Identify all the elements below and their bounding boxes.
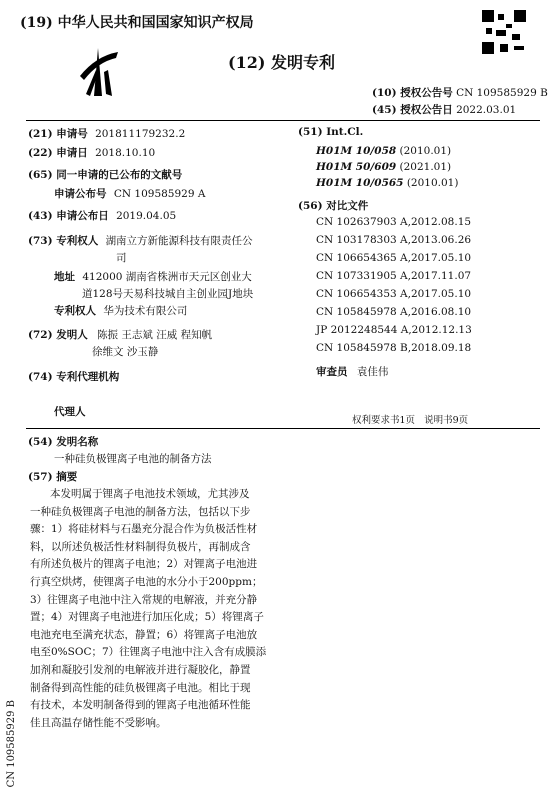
ref-item: CN 106654365 A,2017.05.10 (316, 252, 472, 264)
address-label: 地址 (54, 271, 75, 283)
header-divider (26, 120, 540, 121)
abstract-line: 置；4）对锂离子电池进行加压化成；5）将锂离子 (30, 611, 264, 624)
owner-name-cont: 司 (116, 252, 127, 264)
intcl-version: (2010.01) (406, 177, 459, 189)
side-patent-number: CN 109585929 B (6, 700, 17, 788)
title-label: (54) 发明名称 (28, 436, 99, 448)
abstract-line: 行真空烘烤，使锂离子电池的水分小于200ppm； (30, 575, 263, 588)
abstract-line: 一种硅负极锂离子电池的制备方法，包括以下步 (30, 505, 251, 518)
address: 412000 湖南省株洲市天元区创业大 (82, 271, 252, 283)
ref-item: CN 106654353 A,2017.05.10 (316, 288, 472, 300)
qr-code (482, 10, 526, 54)
ref-item: CN 105845978 B,2018.09.18 (316, 342, 472, 354)
intcl-code: H01M 10/0565 (316, 177, 404, 189)
app-no-label: (21) 申请号 (28, 128, 88, 140)
app-no: 201811179232.2 (95, 128, 186, 140)
inventors-cont: 徐维文 沙玉静 (92, 346, 159, 358)
abstract-line: 电至0%SOC；7）往锂离子电池中注入含有成膜添 (30, 646, 267, 659)
prior-pub-label: 申请公布号 (54, 188, 107, 200)
address-cont: 道128号天易科技城自主创业园J地块 (82, 288, 254, 300)
owner2-name: 华为技术有限公司 (103, 305, 188, 317)
abstract-label: (57) 摘要 (28, 471, 78, 483)
agent-label: 代理人 (54, 406, 86, 418)
grant-no-label: (10) 授权公告号 (372, 87, 453, 99)
inventor-label: (72) 发明人 (28, 329, 88, 341)
abstract-line: 有技术，本发明制备得到的锂离子电池循环性能 (30, 699, 251, 712)
abstract-line: 骤：1）将硅材料与石墨充分混合作为负极活性材 (30, 523, 258, 536)
agency-name: (19) 中华人民共和国国家知识产权局 (20, 15, 254, 31)
intcl-code: H01M 50/609 (316, 161, 397, 173)
ref-item: CN 102637903 A,2012.08.15 (316, 216, 472, 228)
app-date: 2018.10.10 (95, 147, 156, 159)
prior-pub-heading: (65) 同一申请的已公布的文献号 (28, 169, 183, 181)
abstract-line: 料，以所述负极活性材料制得负极片，再制成含 (30, 540, 251, 553)
examiner-label: 审查员 (316, 366, 348, 378)
intcl-code: H01M 10/058 (316, 145, 397, 157)
abstract-line: 电池充电至满充状态，静置；6）将锂离子电池放 (30, 628, 258, 641)
examiner: 袁佳伟 (356, 366, 389, 378)
abstract-line: 加剂和凝胶引发剂的电解液并进行凝胶化，静置 (30, 663, 251, 676)
abstract-line: 制备得到高性能的硅负极锂离子电池。相比于现 (30, 681, 251, 694)
refs-label: (56) 对比文件 (298, 200, 369, 212)
pub-date-label: (43) 申请公布日 (28, 210, 109, 222)
pub-date: 2019.04.05 (116, 210, 177, 222)
intcl-label: (51) Int.Cl. (298, 126, 364, 138)
ref-item: JP 2012248544 A,2012.12.13 (316, 324, 472, 336)
abstract-line: 本发明属于锂离子电池技术领域，尤其涉及 (50, 488, 250, 500)
ref-item: CN 103178303 A,2013.06.26 (316, 234, 472, 246)
agency-label: (74) 专利代理机构 (28, 371, 120, 383)
owner2-label: 专利权人 (54, 305, 96, 317)
abstract-line: 佳且高温存储性能不受影响。 (30, 716, 167, 729)
page-counts: 权利要求书1页 说明书9页 (352, 415, 469, 426)
abstract-text (30, 486, 276, 732)
cnipa-logo-icon (76, 46, 122, 98)
prior-pub-no: CN 109585929 A (113, 188, 206, 200)
doc-type: (12) 发明专利 (228, 53, 335, 72)
grant-date: 2022.03.01 (456, 104, 517, 116)
grant-date-label: (45) 授权公告日 (372, 104, 453, 116)
abstract-line: 3）往锂离子电池中注入常规的电解液，并充分静 (30, 593, 258, 606)
ref-item: CN 105845978 A,2016.08.10 (316, 306, 472, 318)
abstract-line: 有所述负极片的锂离子电池；2）对锂离子电池进 (30, 558, 258, 571)
intcl-version: (2010.01) (399, 145, 452, 157)
ref-item: CN 107331905 A,2017.11.07 (316, 270, 472, 282)
intcl-version: (2021.01) (399, 161, 452, 173)
owner-name: 湖南立方新能源科技有限责任公 (105, 235, 253, 247)
inventors: 陈振 王志斌 汪威 程知帆 (97, 329, 213, 341)
app-date-label: (22) 申请日 (28, 147, 88, 159)
owner-label: (73) 专利权人 (28, 235, 99, 247)
grant-no: CN 109585929 B (456, 87, 548, 99)
middle-divider (26, 428, 540, 429)
invention-title: 一种硅负极锂离子电池的制备方法 (54, 453, 212, 465)
